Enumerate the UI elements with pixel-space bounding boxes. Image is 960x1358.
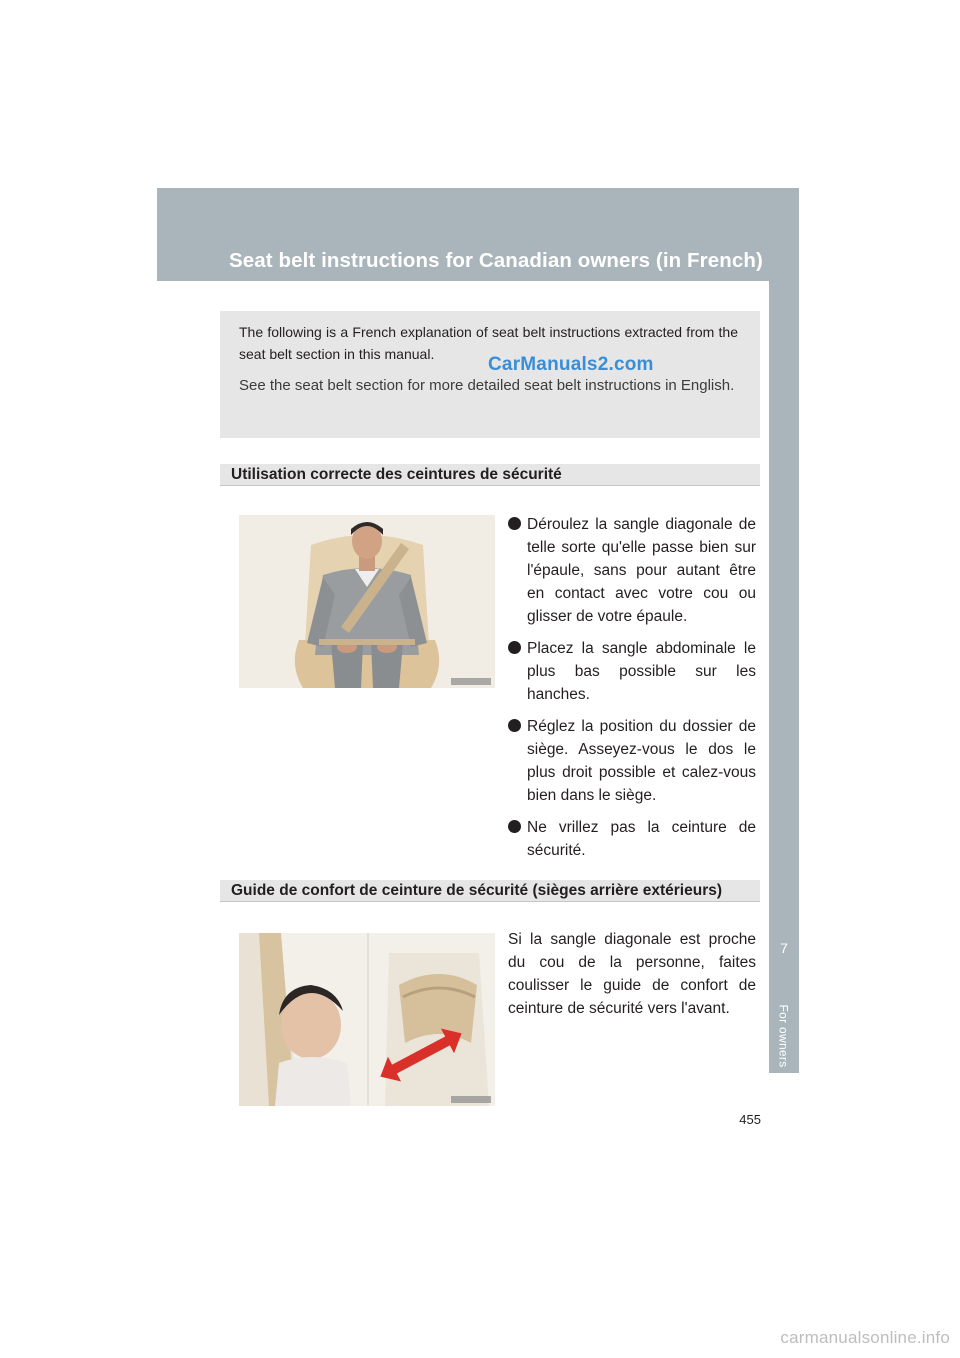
bullet-dot-icon <box>508 820 521 833</box>
chapter-side-tab <box>769 281 799 1073</box>
section-heading-2: Guide de confort de ceinture de sécurité (sièges arrière extérieurs) <box>220 880 760 902</box>
chapter-label: For owners <box>777 1004 791 1068</box>
chapter-number: 7 <box>780 940 788 956</box>
list-item <box>508 637 756 706</box>
bullet-text: Réglez la position du dossier de siège. Asseyez-vous le dos le plus droit possible et calez-vous bien dans le siège. <box>527 718 756 804</box>
illustration-code-tag <box>451 678 491 685</box>
child-belt-guide-illustration <box>239 933 495 1106</box>
child-belt-guide-figure <box>239 933 495 1106</box>
bullet-text: Placez la sangle abdominale le plus bas possible sur les hanches. <box>527 640 756 703</box>
footer-watermark: carmanualsonline.info <box>780 1328 950 1347</box>
intro-text-2: See the seat belt section for more detailed seat belt instructions in English. <box>239 377 735 394</box>
section-2-text: Si la sangle diagonale est proche du cou de la personne, faites coulisser le guide de confort de ceinture de sécurité vers l'avant. <box>508 931 756 1017</box>
page-title: Seat belt instructions for Canadian owners (in French) <box>229 249 763 272</box>
list-item <box>508 816 756 862</box>
page-number: 455 <box>739 1112 761 1127</box>
bullet-dot-icon <box>508 517 521 530</box>
bullet-text: Ne vrillez pas la ceinture de sécurité. <box>527 819 756 859</box>
list-item <box>508 513 756 628</box>
bullet-dot-icon <box>508 719 521 732</box>
bullet-list <box>508 513 756 871</box>
section-heading-1: Utilisation correcte des ceintures de sécurité <box>220 464 760 486</box>
chapter-label-container <box>769 1001 799 1071</box>
intro-text-1: The following is a French explanation of seat belt instructions extracted from the seat belt section in this manual. <box>239 324 738 362</box>
page-header <box>157 188 799 281</box>
list-item <box>508 715 756 807</box>
seated-adult-illustration <box>239 515 495 688</box>
bullet-dot-icon <box>508 641 521 654</box>
bullet-text: Déroulez la sangle diagonale de telle sorte qu'elle passe bien sur l'épaule, sans pour autant être en contact avec votre cou ou glisser de votre épaule. <box>527 516 756 625</box>
watermark-logo: CarManuals2.com <box>488 354 654 375</box>
seated-adult-figure <box>239 515 495 688</box>
illustration-code-tag <box>451 1096 491 1103</box>
